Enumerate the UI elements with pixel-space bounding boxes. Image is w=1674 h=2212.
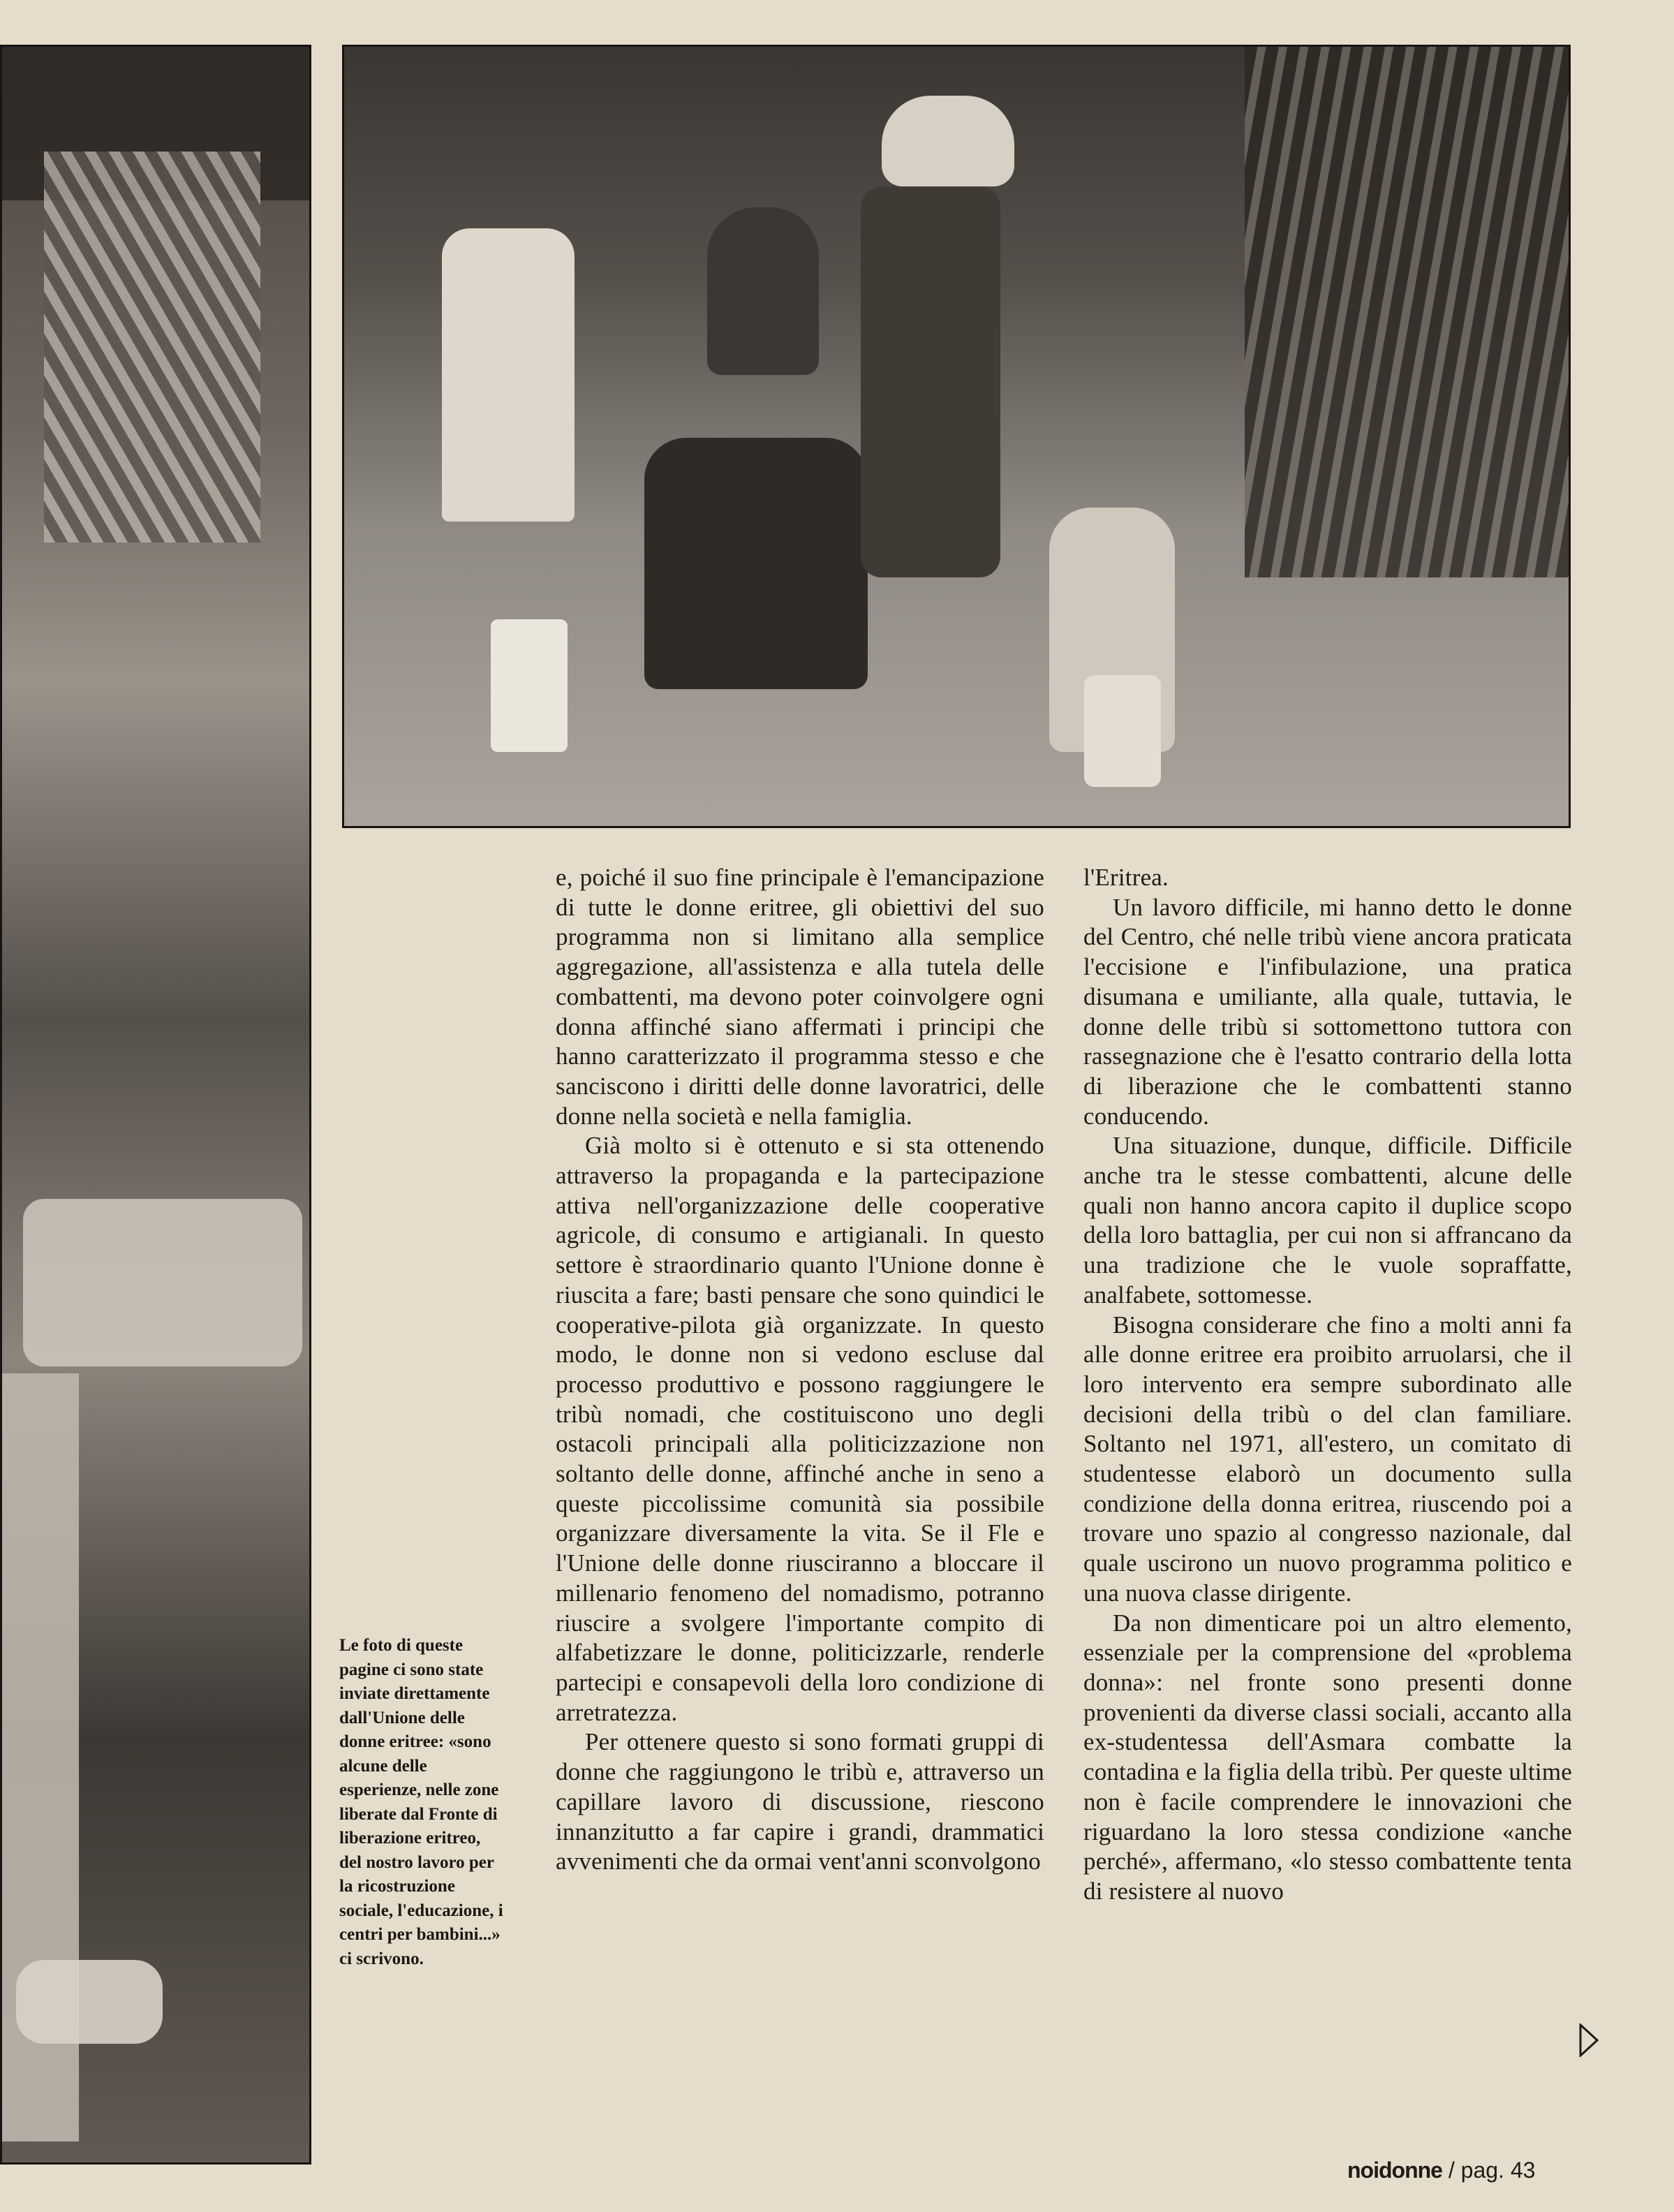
paragraph: Per ottenere questo si sono formati gruppi di donne che raggiungono le tribù e, attraverso un capillare lavoro di discussione, riescono innanzitutto a far capire i grandi, drammatici avvenimenti che da ormai vent'anni sconvolgono [556, 1728, 1044, 1875]
page-number: 43 [1510, 2158, 1536, 2183]
child-back [707, 207, 819, 375]
basket [23, 1199, 302, 1366]
page-label: pag. [1460, 2158, 1504, 2183]
sandal [16, 1960, 163, 2044]
child-standing-right [861, 186, 1000, 577]
continue-arrow-icon [1579, 2023, 1599, 2057]
article-column-1 [556, 863, 1044, 1877]
child-hat [882, 96, 1014, 186]
child-sitting [644, 438, 868, 689]
paragraph: Un lavoro difficile, mi hanno detto le donne del Centro, ché nelle tribù viene ancora praticata l'eccisione e l'infibulazione, una pratica disumana e umiliante, alla quale, tuttavia, le donne delle tribù si sottomettono tuttora con rassegnazione che è l'esatto contrario della lotta di liberazione che le combattenti stanno conducendo. [1083, 893, 1572, 1130]
plants [1245, 47, 1569, 577]
paragraph: Da non dimenticare poi un altro elemento, essenziale per la comprensione del «problema donna»: nel fronte sono presenti donne provenienti da diverse classi sociali, accanto alla ex-studentessa dell'Asmara combatte la contadina e la figlia della tribù. Per queste ultime non è facile comprendere le innovazioni che riguardano la loro stessa condizione «anche perché», affermano, «lo stesso combattente tenta di resistere al nuovo [1083, 1609, 1572, 1905]
paragraph: e, poiché il suo fine principale è l'emancipazione di tutte le donne eritree, gli obiettivi del suo programma non si limitano alla semplice aggregazione, all'assistenza e alla tutela delle combattenti, ma devono poter coinvolgere ogni donna affinché siano affermati i principi che hanno caratterizzato il programma stesso e che sanciscono i diritti delle donne lavoratrici, delle donne nella società e nella famiglia. [556, 864, 1044, 1130]
paragraph: Già molto si è ottenuto e si sta ottenendo attraverso la propaganda e la partecipazione attiva nell'organizzazione delle cooperative agricole, di consumo e artigianali. In questo settore è straordinario quanto l'Unione donne è riuscita a fare; basti pensare che sono quindici le cooperative-pilota già organizzate. In questo modo, le donne non si vedono escluse dal processo produttivo e possono raggiungere le tribù nomadi, che costituiscono uno degli ostacoli principali alla politicizzazione non soltanto delle donne, affinché anche in seno a queste piccolissime comunità sia possibile organizzare diversamente la vita. Se il Fle e l'Unione delle donne riusciranno a bloccare il millenario fenomeno del nomadismo, potranno riuscire a svolgere l'importante compito di alfabetizzare le donne, politicizzarle, renderle partecipi e consapevoli della loro condizione di arretratezza. [556, 1132, 1044, 1726]
paragraph: Bisogna considerare che fino a molti anni fa alle donne eritree era proibito arruolarsi, che il loro intervento era sempre subordinato alle decisioni della tribù o del clan familiare. Soltanto nel 1971, all'estero, un comitato di studentesse elaborò un documento sulla condizione della donna eritrea, riuscendo poi a trovare uno spazio al congresso nazionale, dal quale uscirono un nuovo programma politico e una nuova classe dirigente. [1083, 1311, 1572, 1607]
top-photo [342, 45, 1571, 828]
page-footer [1347, 2158, 1535, 2183]
paragraph: Una situazione, dunque, difficile. Difficile anche tra le stesse combattenti, alcune delle quali non hanno ancora capito il duplice scopo della loro battaglia, per cui non si affrancano da una tradizione che le vuole sopraffatte, analfabete, sottomesse. [1083, 1132, 1572, 1308]
tin-can [1084, 675, 1161, 787]
child-boots [491, 619, 568, 752]
child-standing-coat [442, 228, 575, 522]
left-photo [0, 45, 311, 2165]
paragraph: l'Eritrea. [1083, 864, 1169, 891]
article-column-2 [1083, 863, 1572, 1907]
photo-caption: Le foto di queste pagine ci sono state inviate direttamente dall'Unione delle donne eritree: «sono alcune delle esperienze, nelle zone liberate dal Fronte di liberazione eritreo, del nostro lavoro per la ricostruzione sociale, l'educazione, i centri per bambini...» ci scrivono. [339, 1636, 503, 1968]
thatch-wall [44, 152, 260, 543]
magazine-brand: noidonne [1347, 2158, 1442, 2183]
footer-separator: / [1448, 2158, 1455, 2183]
